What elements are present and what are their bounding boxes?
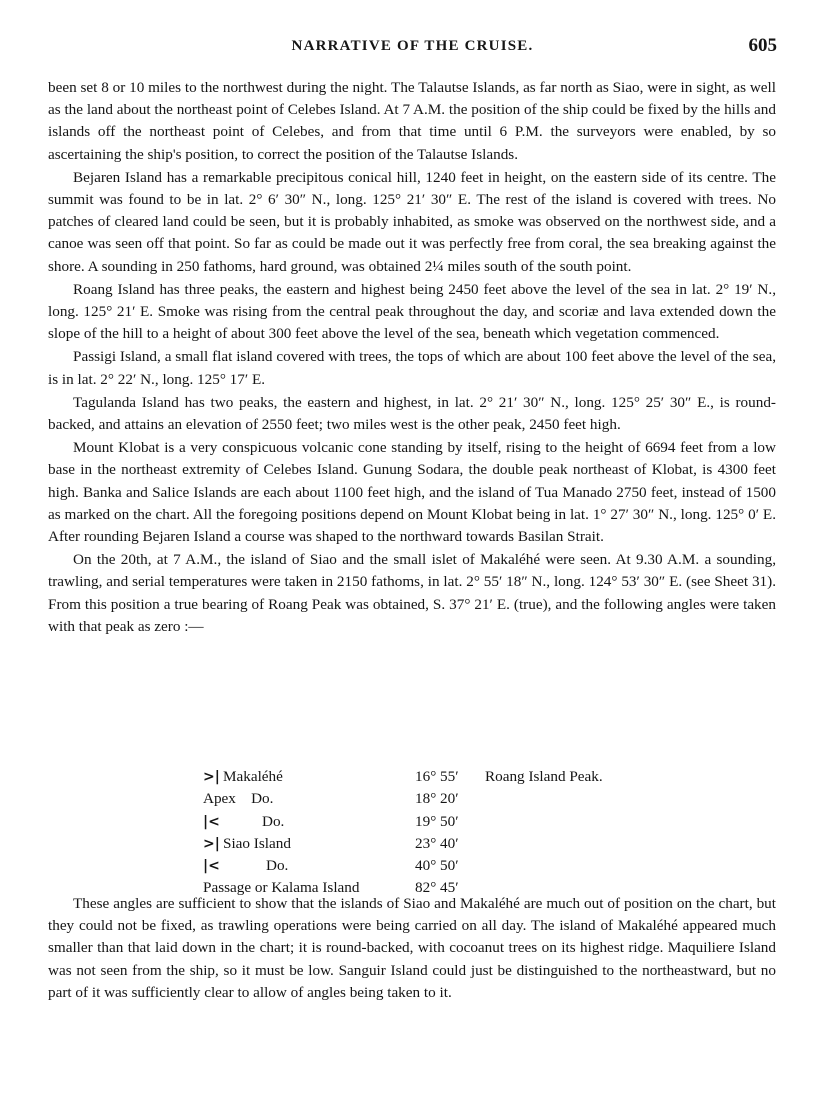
paragraph: been set 8 or 10 miles to the northwest during the night. The Talautse Islands, as far north as Siao, were in sight, as well as the land about the northeast point of Celebes Island. At 7 A.M. the position of the ship could be fixed by the hills and islands off the northeast point of Celebes, and from that time until 6 P.M. the surveyors were enabled, by so ascertaining the ship's position, to correct the position of the Talautse Islands. [48,79,776,163]
angle-value: 40° 50′ [415,857,459,875]
angle-object: Do. [262,812,285,830]
table-row [203,813,603,835]
paragraph: Tagulanda Island has two peaks, the eastern and highest, in lat. 2° 21′ 30″ N., long. 125° 25′ 30″ E., is round-backed, and attains an elevation of 2550 feet; two miles west is the other peak, 2450 feet high. [48,393,776,434]
paragraph: Bejaren Island has a remarkable precipitous conical hill, 1240 feet in height, on the eastern side of its centre. The summit was found to be in lat. 2° 6′ 30″ N., long. 125° 21′ 30″ E. The rest of the island is covered with trees. No patches of cleared land could be seen, but it is probably inhabited, as smoke was observed on the northwest side, and a canoe was seen off that point. So far as could be made out it was perfectly free from coral, the sea breaking against the shore. A sounding in 250 fathoms, hard ground, was obtained 2¼ miles south of the south point. [48,168,776,275]
angle-object: Do. [266,857,289,875]
angle-note: Roang Island Peak. [485,768,603,785]
table-row [203,835,603,857]
paragraph: Passigi Island, a small flat island covered with trees, the tops of which are about 100 feet above the level of the sea, is in lat. 2° 22′ N., long. 125° 17′ E. [48,348,776,388]
angle-value: 82° 45′ [415,879,459,897]
angle-object: Passage or Kalama Island [203,879,360,897]
running-title: NARRATIVE OF THE CRUISE. [291,38,534,54]
table-row [203,857,603,879]
angles-table [203,768,603,902]
page-number: 605 [748,35,777,56]
angle-object: Makaléhé [223,768,283,785]
table-row [203,768,603,790]
angle-value: 23° 40′ [415,834,459,852]
table-row [203,790,603,812]
paragraph: These angles are sufficient to show that the islands of Siao and Makaléhé are much out of position on the chart, but they could not be fixed, as trawling operations were being carried on all day. The island of Makaléhé appeared much smaller than that laid down in the chart; it is round-backed, with cocoanut trees on its highest ridge. Maquiliere Island was not seen from the ship, so it must be low. Sanguir Island could just be distinguished to the northeastward, but no part of it was sufficiently clear to allow of angles being taken to it. [48,895,776,1001]
angle-object: Siao Island [223,834,291,852]
tangent-left-symbol: |< [203,813,220,830]
page-header [48,35,777,64]
body-text [48,77,776,639]
tangent-left-symbol: |< [203,858,220,875]
angle-value: 19° 50′ [415,812,459,830]
angle-object: Apex Do. [203,790,274,808]
paragraph: Roang Island has three peaks, the eastern and highest being 2450 feet above the level of the sea in lat. 2° 19′ N., long. 125° 21′ E. Smoke was rising from the central peak throughout the day, and scoriæ and lava extended down the slope of the hill to a height of about 300 feet above the level of the sea, beneath which vegetation commenced. [48,280,776,343]
paragraph: Mount Klobat is a very conspicuous volcanic cone standing by itself, rising to the height of 6694 feet from a low base in the northeast extremity of Celebes Island. Gunung Sodara, the double peak northeast of Klobat, is 4300 feet high. Banka and Salice Islands are each about 1100 feet high, and the island of Tua Manado 2750 feet, instead of 1500 as marked on the chart. All the foregoing positions depend on Mount Klobat being in lat. 1° 27′ 30″ N., long. 125° 0′ E. After rounding Bejaren Island a course was shaped to the northward towards Basilan Strait. [48,439,776,546]
paragraph: On the 20th, at 7 A.M., the island of Siao and the small islet of Makaléhé were seen. At 9.30 A.M. a sounding, trawling, and serial temperatures were taken in 2150 fathoms, in lat. 2° 55′ 18″ N., long. 124° 53′ 30″ E. (see Sheet 31). From this position a true bearing of Roang Peak was obtained, S. 37° 21′ E. (true), and the following angles were taken with that peak as zero :— [48,551,776,635]
closing-text [48,893,776,1005]
angle-value: 16° 55′ [415,768,459,785]
tangent-right-symbol: >| [203,835,220,852]
tangent-right-symbol: >| [203,769,220,785]
angle-value: 18° 20′ [415,790,459,808]
